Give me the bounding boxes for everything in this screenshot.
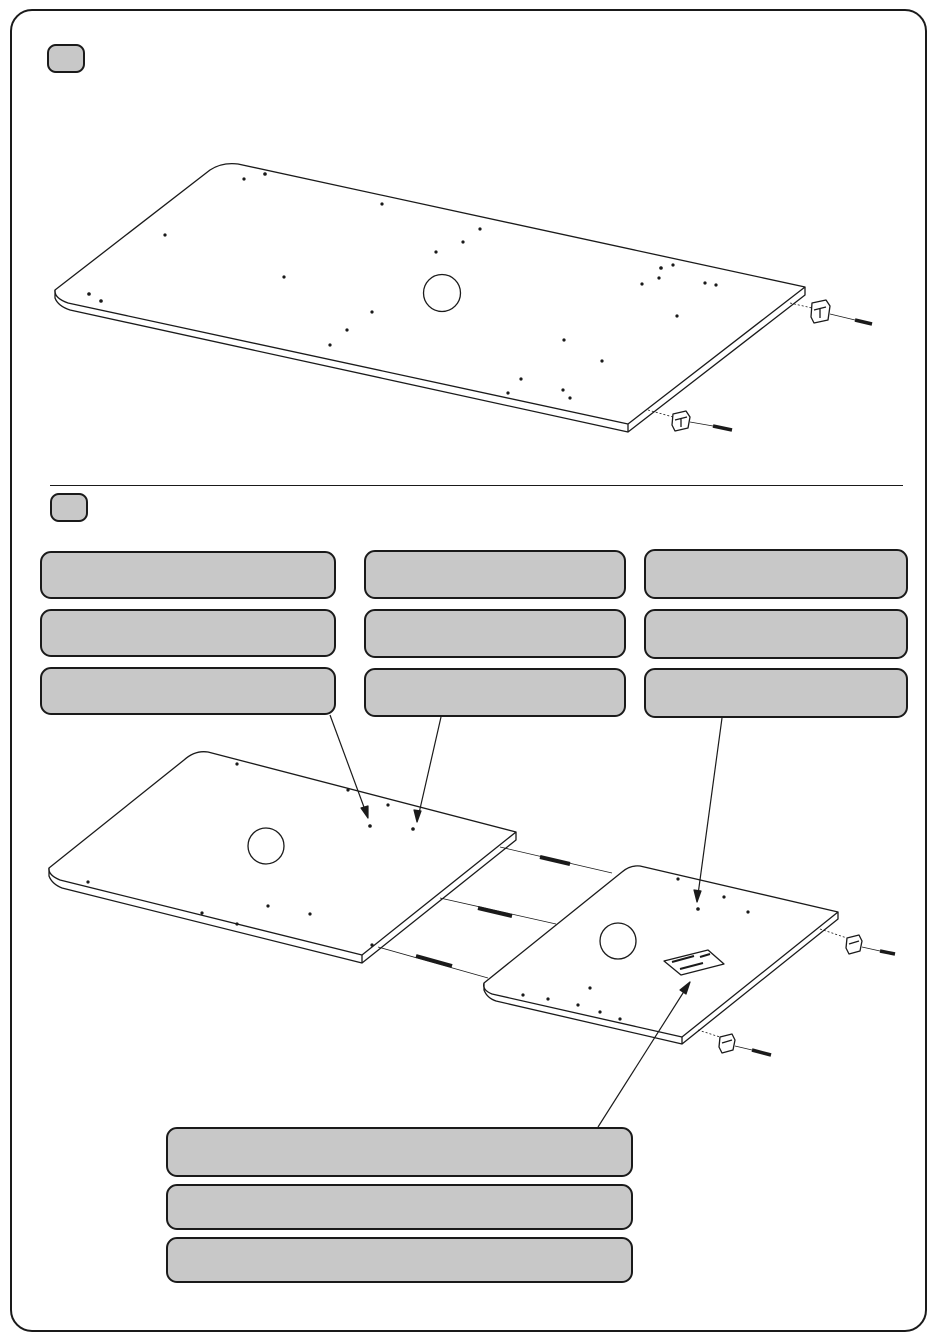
cable-hole-2 [248, 828, 284, 864]
bracket-screw-set-4 [698, 1030, 771, 1055]
bracket-screw-set-1 [790, 300, 872, 324]
cable-hole-3 [600, 923, 636, 959]
cable-hole-1 [424, 275, 461, 312]
tabletop-panel-full [55, 164, 805, 432]
tabletop-panel-right [484, 866, 838, 1044]
bracket-screw-set-3 [820, 929, 895, 954]
bracket-screw-set-2 [648, 410, 732, 431]
tabletop-panel-left [49, 752, 516, 963]
